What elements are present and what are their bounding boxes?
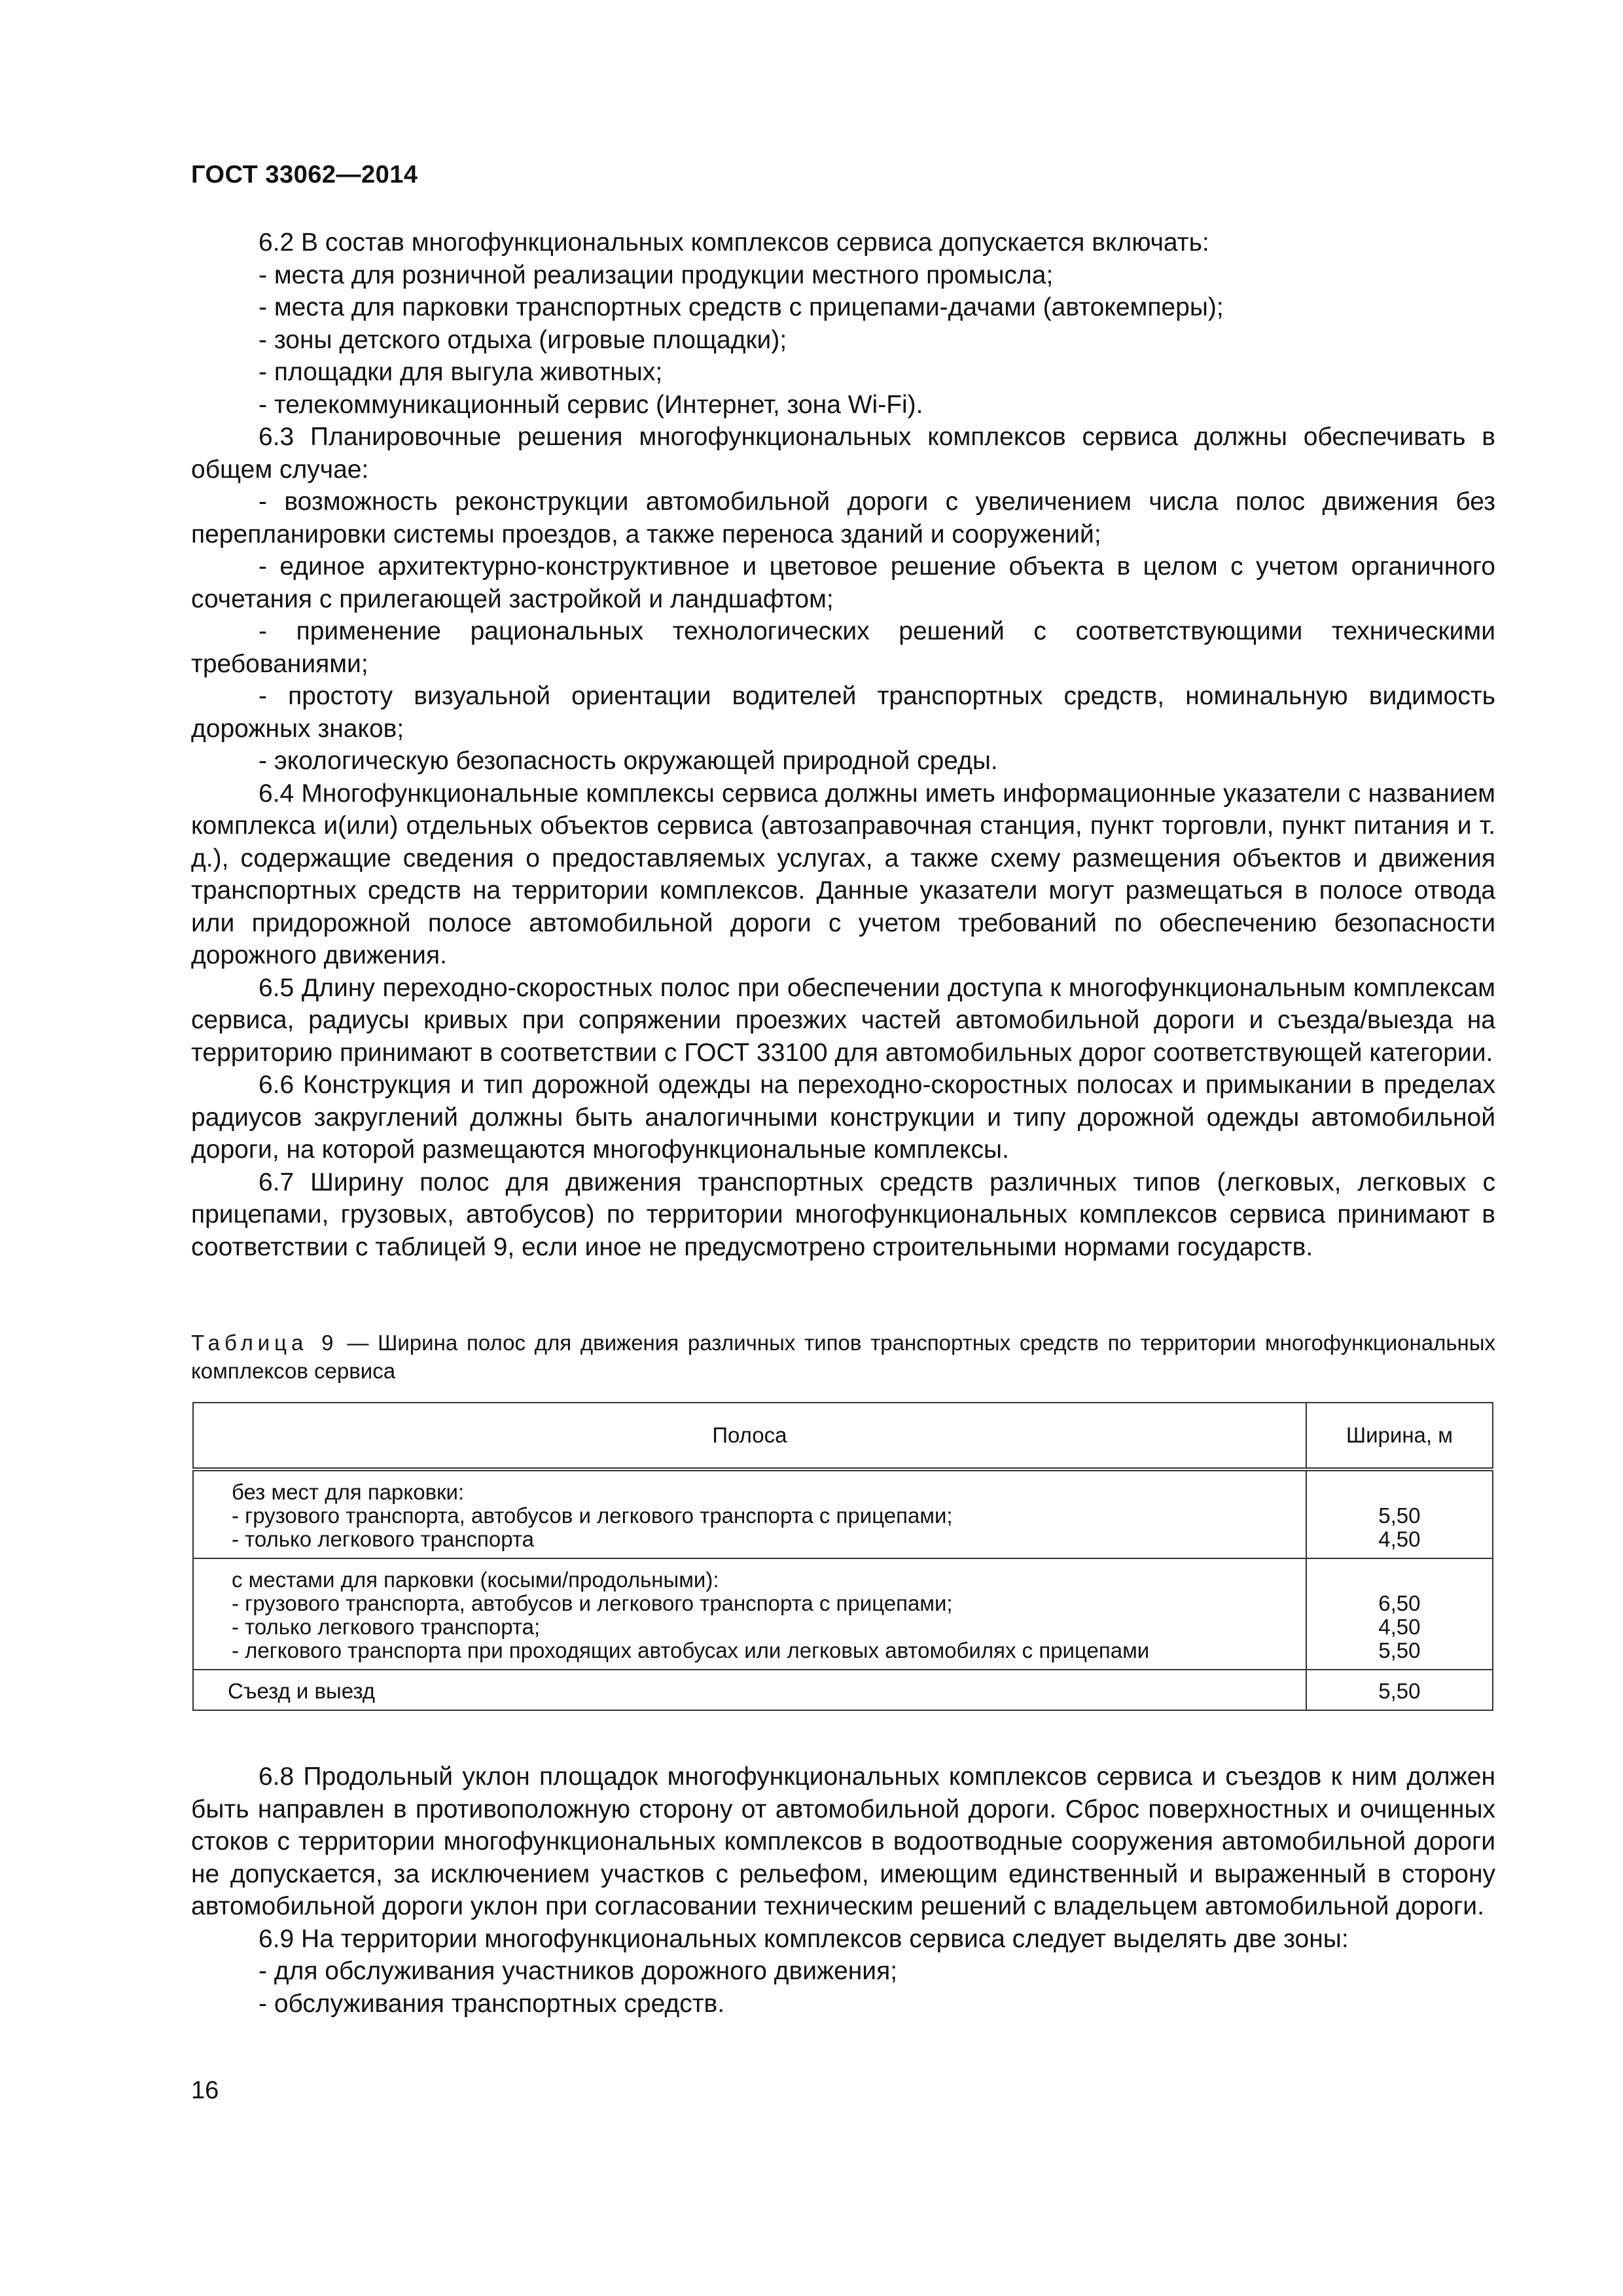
- table-cell-width: [1306, 1670, 1493, 1710]
- row-label: Съезд и выезд: [228, 1679, 376, 1703]
- table-row: [193, 1670, 1493, 1710]
- document-header: ГОСТ 33062—2014: [191, 161, 418, 188]
- paragraph-6-6: 6.6 Конструкция и тип дорожной одежды на переходно-скоростных полосах и примыкании в пределах радиусов закруглений должны быть аналогичными конструкции и типу дорожной одежды автомобильной дороги, на которой размещаются многофункциональные комплексы.: [191, 1071, 1495, 1164]
- list-item: - простоту визуальной ориентации водителей транспортных средств, номинальную видимость дорожных знаков;: [191, 682, 1495, 743]
- width-value: 5,50: [1378, 1679, 1421, 1703]
- table-caption-text: — Ширина полос для движения различных типов транспортных средств по территории многофункциональных комплексов сервиса: [191, 1331, 1495, 1383]
- width-value: 4,50: [1378, 1615, 1421, 1639]
- row-label: - грузового транспорта, автобусов и легкового транспорта с прицепами;: [232, 1503, 953, 1528]
- page-number: 16: [191, 2077, 219, 2104]
- body-text-bottom: [191, 1761, 1495, 2020]
- column-header-lane: Полоса: [193, 1403, 1306, 1469]
- list-item: - места для парковки транспортных средств с прицепами-дачами (автокемперы);: [259, 293, 1224, 321]
- table-cell-lane: [193, 1558, 1306, 1670]
- blank-spacer: [1313, 1480, 1486, 1504]
- list-item: - применение рациональных технологических решений с соответствующими техническими требованиями;: [191, 617, 1495, 678]
- table-cell-lane: [193, 1670, 1306, 1710]
- width-value: 5,50: [1378, 1638, 1421, 1662]
- paragraph-6-3: 6.3 Планировочные решения многофункциональных комплексов сервиса должны обеспечивать в общем случае:: [191, 423, 1495, 484]
- table-header-row: [193, 1403, 1493, 1469]
- list-item: - места для розничной реализации продукции местного промысла;: [259, 260, 1054, 289]
- group-title: с местами для парковки (косыми/продольными):: [232, 1568, 719, 1592]
- list-item: - единое архитектурно-конструктивное и цветовое решение объекта в целом с учетом органичного сочетания с прилегающей застройкой и ландшафтом;: [191, 552, 1495, 613]
- table-caption-label: Таблица 9: [191, 1331, 338, 1355]
- paragraph-6-9: 6.9 На территории многофункциональных комплексов сервиса следует выделять две зоны:: [259, 1924, 1349, 1953]
- list-item: - площадки для выгула животных;: [259, 358, 663, 386]
- table-cell-lane: [193, 1469, 1306, 1558]
- table-row: [193, 1469, 1493, 1558]
- width-value: 5,50: [1378, 1503, 1421, 1528]
- paragraph-6-2: 6.2 В состав многофункциональных комплексов сервиса допускается включать:: [259, 228, 1209, 257]
- list-item: - возможность реконструкции автомобильной дороги с увеличением числа полос движения без перепланировки системы проездов, а также переноса зданий и сооружений;: [191, 488, 1495, 548]
- paragraph-6-8: 6.8 Продольный уклон площадок многофункциональных комплексов сервиса и съездов к ним должен быть направлен в противоположную сторону от автомобильной дороги. Сброс поверхностных и очищенных стоков с территории многофункциональных комплексов в водоотводные сооружения автомобильной дороги не допускается, за исключением участков с рельефом, имеющим единственный и выраженный в сторону автомобильной дороги уклон при согласовании техническим решений с владельцем автомобильной дороги.: [191, 1763, 1495, 1920]
- table-cell-width: [1306, 1558, 1493, 1670]
- width-value: 4,50: [1378, 1527, 1421, 1551]
- row-label: - только легкового транспорта: [232, 1527, 534, 1551]
- body-text-top: [191, 226, 1495, 1263]
- blank-spacer: [1313, 1568, 1486, 1592]
- column-header-width: Ширина, м: [1306, 1403, 1493, 1469]
- paragraph-6-4: 6.4 Многофункциональные комплексы сервиса должны иметь информационные указатели с названием комплекса и(или) отдельных объектов сервиса (автозаправочная станция, пункт торговли, пункт питания и т. д.), содержащие сведения о предоставляемых услугах, а также схему размещения объектов и движения транспортных средств на территории комплексов. Данные указатели могут размещаться в полосе отвода или придорожной полосе автомобильной дороги с учетом требований по обеспечению безопасности дорожного движения.: [191, 779, 1495, 969]
- list-item: - зоны детского отдыха (игровые площадки);: [259, 325, 787, 354]
- group-title: без мест для парковки:: [232, 1480, 465, 1504]
- table-row: [193, 1558, 1493, 1670]
- table-caption: [191, 1329, 1495, 1385]
- list-item: - обслуживания транспортных средств.: [259, 1989, 725, 2018]
- width-value: 6,50: [1378, 1591, 1421, 1615]
- row-label: - легкового транспорта при проходящих автобусах или легковых автомобилях с прицепами: [232, 1638, 1150, 1662]
- lane-width-table: [192, 1402, 1493, 1711]
- row-label: - только легкового транспорта;: [232, 1615, 541, 1639]
- paragraph-6-7: 6.7 Ширину полос для движения транспортных средств различных типов (легковых, легковых с прицепами, грузовых, автобусов) по территории многофункциональных комплексов сервиса принимают в соответствии с таблицей 9, если иное не предусмотрено строительными нормами государств.: [191, 1168, 1495, 1261]
- table-cell-width: [1306, 1469, 1493, 1558]
- row-label: - грузового транспорта, автобусов и легкового транспорта с прицепами;: [232, 1591, 953, 1615]
- list-item: - телекоммуникационный сервис (Интернет, зона Wi-Fi).: [259, 390, 923, 419]
- list-item: - для обслуживания участников дорожного движения;: [259, 1957, 898, 1985]
- list-item: - экологическую безопасность окружающей природной среды.: [259, 747, 998, 775]
- paragraph-6-5: 6.5 Длину переходно-скоростных полос при обеспечении доступа к многофункциональным комплексам сервиса, радиусы кривых при сопряжении проезжих частей автомобильной дороги и съезда/выезда на территорию принимают в соответствии с ГОСТ 33100 для автомобильных дорог соответствующей категории.: [191, 973, 1495, 1067]
